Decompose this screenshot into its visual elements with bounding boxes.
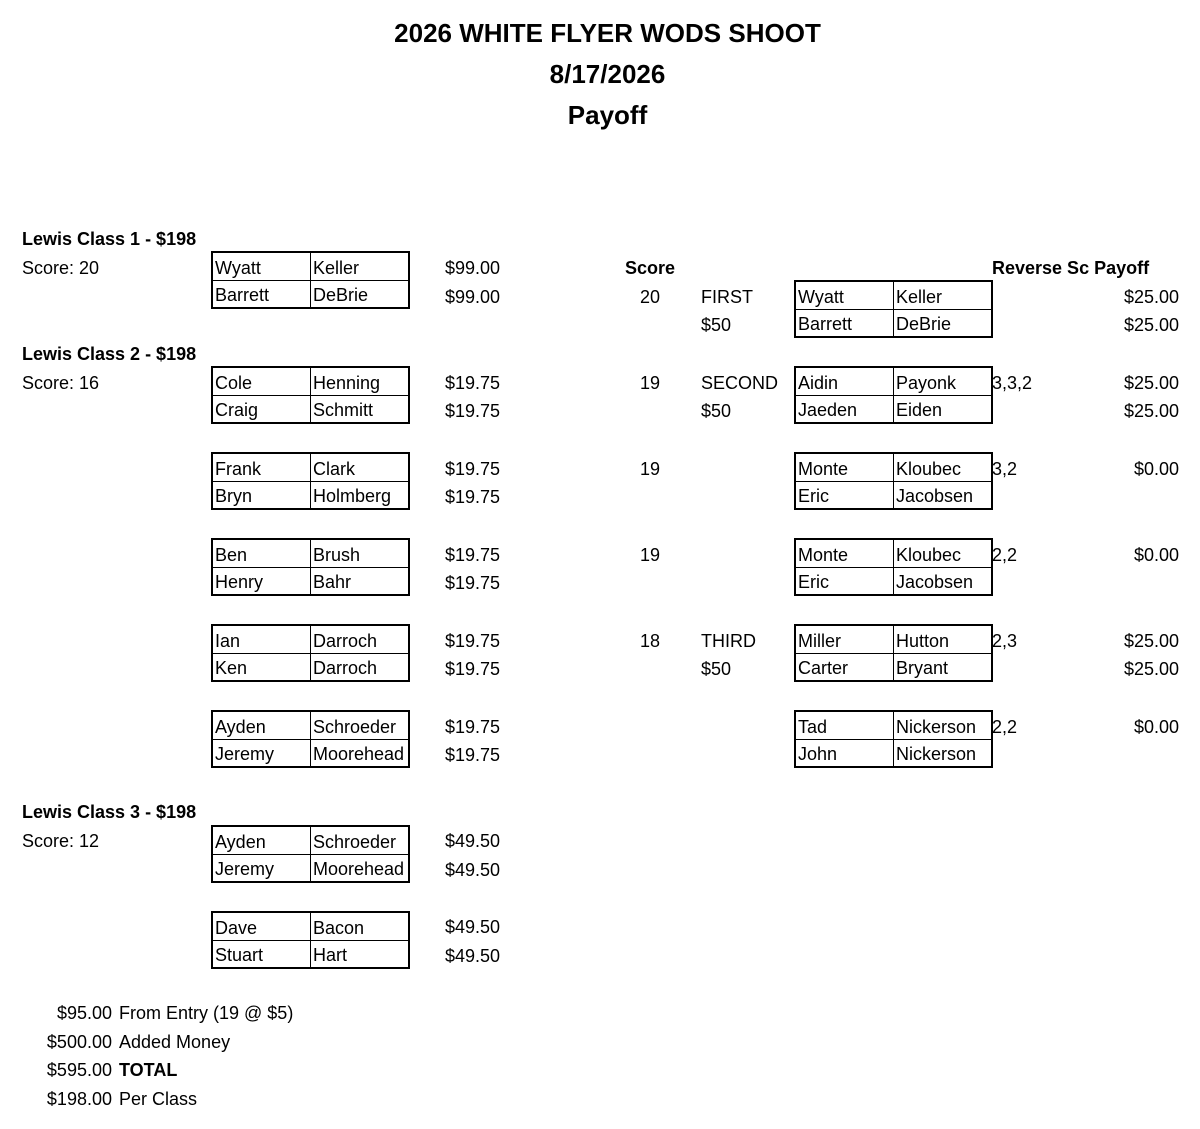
- reverse-score: 19: [639, 459, 660, 479]
- last-name: Bacon: [311, 913, 409, 941]
- class-heading: Lewis Class 1 - $198: [22, 229, 197, 249]
- payout-amount: $19.75: [444, 373, 500, 393]
- last-name: Nickerson: [894, 712, 992, 740]
- class-heading: Lewis Class 3 - $198: [22, 802, 197, 822]
- last-name: Clark: [311, 454, 409, 482]
- first-name: Tad: [796, 712, 894, 740]
- first-name: Stuart: [213, 941, 311, 968]
- last-name: Keller: [894, 282, 992, 310]
- last-name: Hart: [313, 945, 348, 965]
- page-title: 2026 WHITE FLYER WODS SHOOT: [394, 18, 821, 48]
- team-names-box: [211, 452, 410, 510]
- last-name: Kloubec: [894, 540, 992, 568]
- first-name: Henry: [213, 568, 311, 595]
- first-name: Jeremy: [213, 855, 311, 882]
- first-name: Ben: [213, 540, 311, 568]
- first-name: Ayden: [213, 712, 311, 740]
- payout-amount: $19.75: [444, 487, 500, 507]
- last-name: DeBrie: [896, 314, 952, 334]
- first-name: Jaeden: [796, 396, 894, 423]
- tiebreak-scores: 3,2: [992, 459, 1018, 479]
- summary-label: From Entry (19 @ $5): [119, 1003, 294, 1023]
- last-name: Nickerson: [896, 744, 977, 764]
- last-name: DeBrie: [313, 285, 369, 305]
- team-names-box: [211, 911, 410, 969]
- payout-amount: $99.00: [444, 287, 500, 307]
- reverse-payout-amount: $25.00: [1123, 287, 1179, 307]
- payout-amount: $49.50: [444, 831, 500, 851]
- payout-amount: $19.75: [444, 631, 500, 651]
- summary-label: Added Money: [119, 1032, 231, 1052]
- class-heading: Lewis Class 2 - $198: [22, 344, 197, 364]
- team-names-box: [211, 710, 410, 768]
- reverse-payout-amount: $0.00: [1133, 545, 1179, 565]
- payout-amount: $49.50: [444, 917, 500, 937]
- summary-amount: $95.00: [56, 1003, 112, 1023]
- place-label: SECOND: [701, 373, 779, 393]
- first-name: Eric: [796, 568, 894, 595]
- last-name: Schmitt: [313, 400, 374, 420]
- payout-amount: $19.75: [444, 401, 500, 421]
- payout-amount: $19.75: [444, 573, 500, 593]
- team-names-box: [794, 624, 993, 682]
- last-name: Keller: [311, 253, 409, 281]
- reverse-score: 19: [639, 373, 660, 393]
- tiebreak-scores: 2,2: [992, 545, 1018, 565]
- last-name: Moorehead: [313, 859, 405, 879]
- summary-label-total: TOTAL: [119, 1060, 178, 1080]
- last-name: Bryant: [896, 658, 949, 678]
- first-name: Monte: [796, 454, 894, 482]
- payout-amount: $19.75: [444, 717, 500, 737]
- last-name: Eiden: [896, 400, 943, 420]
- place-prize: $50: [701, 315, 732, 335]
- last-name: Payonk: [894, 368, 992, 396]
- payout-amount: $49.50: [444, 860, 500, 880]
- tiebreak-scores: 3,3,2: [992, 373, 1033, 393]
- last-name: Jacobsen: [896, 572, 974, 592]
- first-name: Dave: [213, 913, 311, 941]
- last-name: Schroeder: [311, 827, 409, 855]
- first-name: Ayden: [213, 827, 311, 855]
- last-name: Schroeder: [311, 712, 409, 740]
- team-names-box: [794, 710, 993, 768]
- first-name: Aidin: [796, 368, 894, 396]
- team-names-box: [211, 825, 410, 883]
- last-name: Hutton: [894, 626, 992, 654]
- team-names-box: [794, 452, 993, 510]
- payout-amount: $49.50: [444, 946, 500, 966]
- team-names-box: [794, 538, 993, 596]
- class-score: Score: 20: [22, 258, 100, 278]
- reverse-score: 19: [639, 545, 660, 565]
- first-name: Ken: [213, 654, 311, 681]
- payout-amount: $19.75: [444, 545, 500, 565]
- first-name: John: [796, 740, 894, 767]
- first-name: Barrett: [213, 281, 311, 308]
- place-prize: $50: [701, 401, 732, 421]
- place-prize: $50: [701, 659, 732, 679]
- first-name: Carter: [796, 654, 894, 681]
- reverse-payoff-header: Reverse Sc Payoff: [992, 258, 1150, 278]
- class-score: Score: 16: [22, 373, 100, 393]
- tiebreak-scores: 2,3: [992, 631, 1018, 651]
- first-name: Eric: [796, 482, 894, 509]
- first-name: Frank: [213, 454, 311, 482]
- summary-amount: $500.00: [46, 1032, 112, 1052]
- last-name: Darroch: [313, 658, 378, 678]
- last-name: Darroch: [311, 626, 409, 654]
- first-name: Monte: [796, 540, 894, 568]
- class-score: Score: 12: [22, 831, 100, 851]
- last-name: Holmberg: [313, 486, 392, 506]
- summary-amount: $198.00: [46, 1089, 112, 1109]
- first-name: Jeremy: [213, 740, 311, 767]
- reverse-payout-amount: $0.00: [1133, 717, 1179, 737]
- reverse-payout-amount: $25.00: [1123, 401, 1179, 421]
- first-name: Bryn: [213, 482, 311, 509]
- tiebreak-scores: 2,2: [992, 717, 1018, 737]
- team-names-box: [794, 366, 993, 424]
- place-label: THIRD: [701, 631, 756, 651]
- first-name: Wyatt: [796, 282, 894, 310]
- reverse-payout-amount: $25.00: [1123, 659, 1179, 679]
- place-label: FIRST: [701, 287, 753, 307]
- reverse-score: 18: [639, 631, 660, 651]
- last-name: Brush: [311, 540, 409, 568]
- first-name: Wyatt: [213, 253, 311, 281]
- reverse-payout-amount: $25.00: [1123, 373, 1179, 393]
- first-name: Ian: [213, 626, 311, 654]
- page-subtitle: Payoff: [567, 100, 648, 130]
- reverse-payout-amount: $0.00: [1133, 459, 1179, 479]
- team-names-box: [211, 251, 410, 309]
- payout-amount: $99.00: [444, 258, 500, 278]
- first-name: Barrett: [796, 310, 894, 337]
- last-name: Henning: [311, 368, 409, 396]
- summary-amount: $595.00: [46, 1060, 112, 1080]
- reverse-payout-amount: $25.00: [1123, 631, 1179, 651]
- event-date: 8/17/2026: [549, 59, 666, 89]
- first-name: Cole: [213, 368, 311, 396]
- summary-label: Per Class: [119, 1089, 198, 1109]
- team-names-box: [211, 624, 410, 682]
- payout-amount: $19.75: [444, 745, 500, 765]
- first-name: Craig: [213, 396, 311, 423]
- team-names-box: [211, 538, 410, 596]
- score-column-header: Score: [625, 258, 676, 278]
- last-name: Kloubec: [894, 454, 992, 482]
- reverse-score: 20: [639, 287, 660, 307]
- last-name: Jacobsen: [896, 486, 974, 506]
- last-name: Moorehead: [313, 744, 405, 764]
- last-name: Bahr: [313, 572, 352, 592]
- first-name: Miller: [796, 626, 894, 654]
- team-names-box: [211, 366, 410, 424]
- reverse-payout-amount: $25.00: [1123, 315, 1179, 335]
- payout-amount: $19.75: [444, 459, 500, 479]
- payout-amount: $19.75: [444, 659, 500, 679]
- team-names-box: [794, 280, 993, 338]
